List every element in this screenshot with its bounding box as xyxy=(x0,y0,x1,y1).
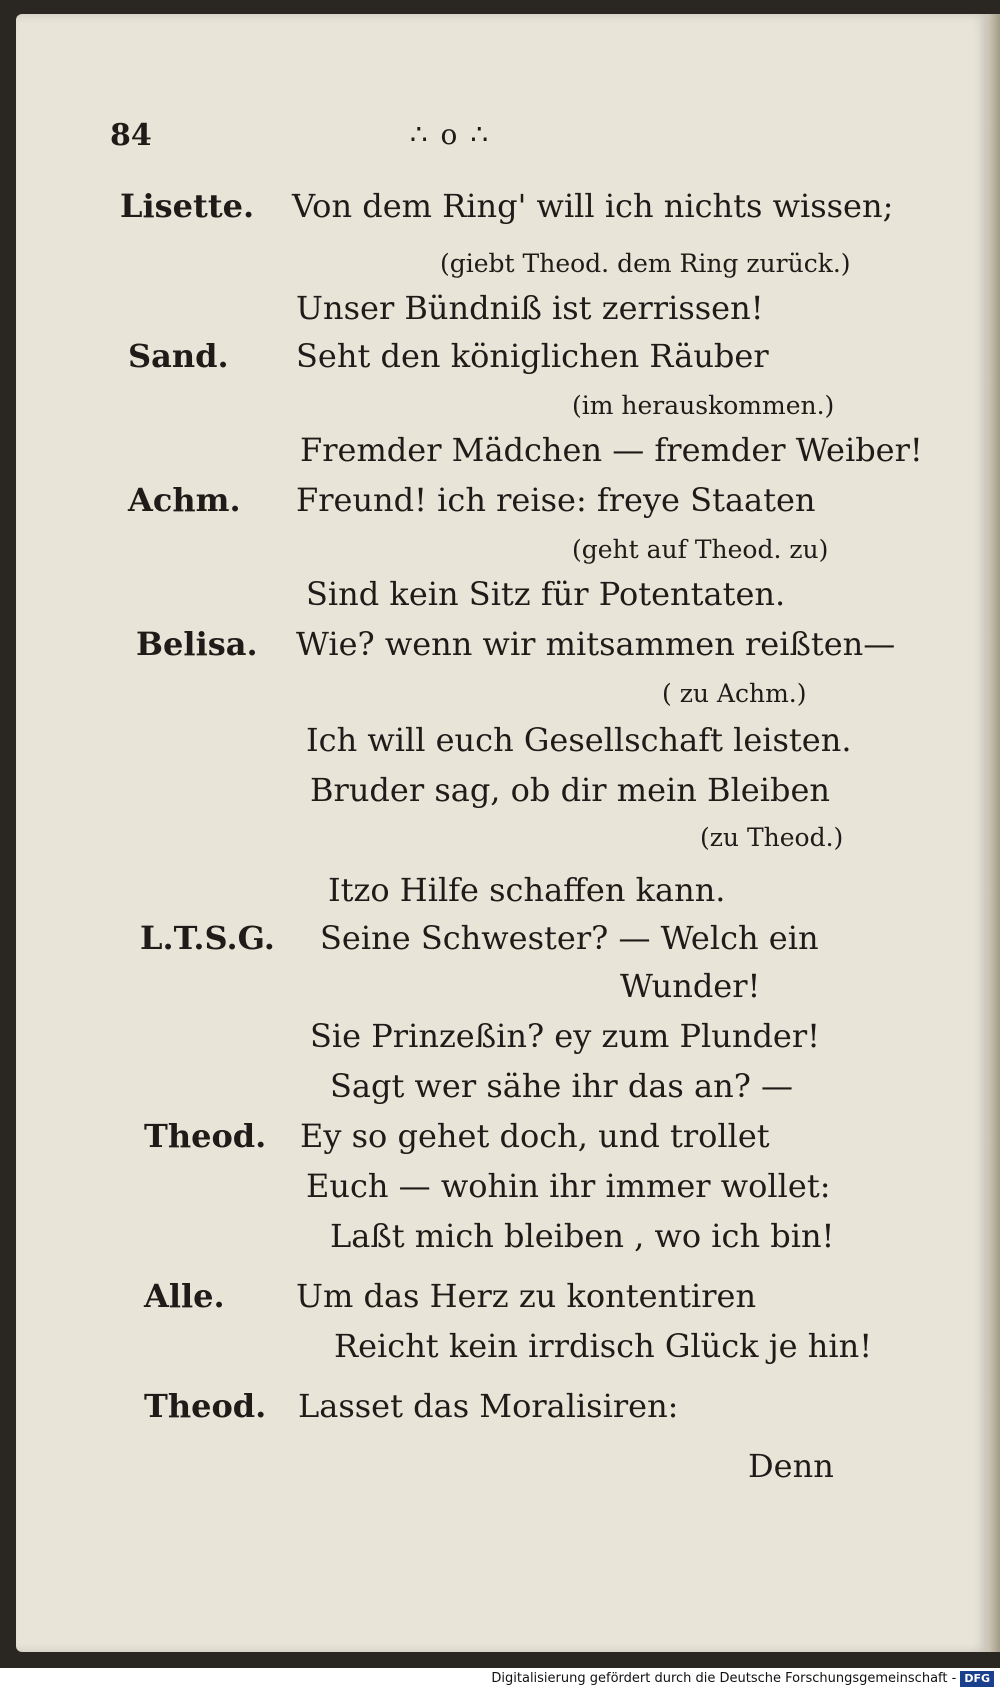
speaker-label: Alle. xyxy=(144,1277,225,1315)
funding-credit: Digitalisierung gefördert durch die Deutsche Forschungsgemeinschaft - xyxy=(491,1671,957,1686)
verse-line: Unser Bündniß ist zerrissen! xyxy=(296,289,764,327)
verse-line: Sagt wer sähe ihr das an? — xyxy=(330,1067,794,1105)
dfg-logo: DFG xyxy=(960,1671,994,1687)
speaker-label: Sand. xyxy=(128,337,229,375)
verse-line: Sie Prinzeßin? ey zum Plunder! xyxy=(310,1017,821,1055)
header-ornament: ∴ o ∴ xyxy=(409,118,491,151)
verse-line: Bruder sag, ob dir mein Bleiben xyxy=(310,771,830,809)
stage-direction: ( zu Achm.) xyxy=(662,679,807,708)
stage-direction: (geht auf Theod. zu) xyxy=(572,535,829,564)
verse-line: Von dem Ring' will ich nichts wissen; xyxy=(292,187,894,225)
verse-line: Sind kein Sitz für Potentaten. xyxy=(306,575,786,613)
page-number: 84 xyxy=(110,118,152,153)
verse-line: Fremder Mädchen — fremder Weiber! xyxy=(300,431,923,469)
verse-line: Reicht kein irrdisch Glück je hin! xyxy=(334,1327,873,1365)
verse-line: Wunder! xyxy=(620,967,761,1005)
verse-line: Euch — wohin ihr immer wollet: xyxy=(306,1167,831,1205)
speaker-label: Belisa. xyxy=(136,625,258,663)
stage-direction: (giebt Theod. dem Ring zurück.) xyxy=(440,249,851,278)
verse-line: Seht den königlichen Räuber xyxy=(296,337,769,375)
verse-line: Laßt mich bleiben , wo ich bin! xyxy=(330,1217,835,1255)
verse-line: Lasset das Moralisiren: xyxy=(298,1387,679,1425)
verse-line: Ey so gehet doch, und trollet xyxy=(300,1117,770,1155)
speaker-label: Achm. xyxy=(128,481,241,519)
verse-line: Seine Schwester? — Welch ein xyxy=(320,919,819,957)
verse-line: Itzo Hilfe schaffen kann. xyxy=(328,871,726,909)
speaker-label: Lisette. xyxy=(120,187,255,225)
catchword: Denn xyxy=(748,1447,834,1485)
speaker-label: Theod. xyxy=(144,1117,267,1155)
stage-direction: (im herauskommen.) xyxy=(572,391,835,420)
verse-line: Wie? wenn wir mitsammen reißten— xyxy=(296,625,896,663)
verse-line: Ich will euch Gesellschaft leisten. xyxy=(306,721,852,759)
speaker-label: Theod. xyxy=(144,1387,267,1425)
verse-line: Freund! ich reise: freye Staaten xyxy=(296,481,816,519)
digitization-footer xyxy=(0,1668,1000,1690)
verse-line: Um das Herz zu kontentiren xyxy=(296,1277,757,1315)
speaker-label: L.T.S.G. xyxy=(140,919,275,957)
stage-direction: (zu Theod.) xyxy=(700,823,844,852)
